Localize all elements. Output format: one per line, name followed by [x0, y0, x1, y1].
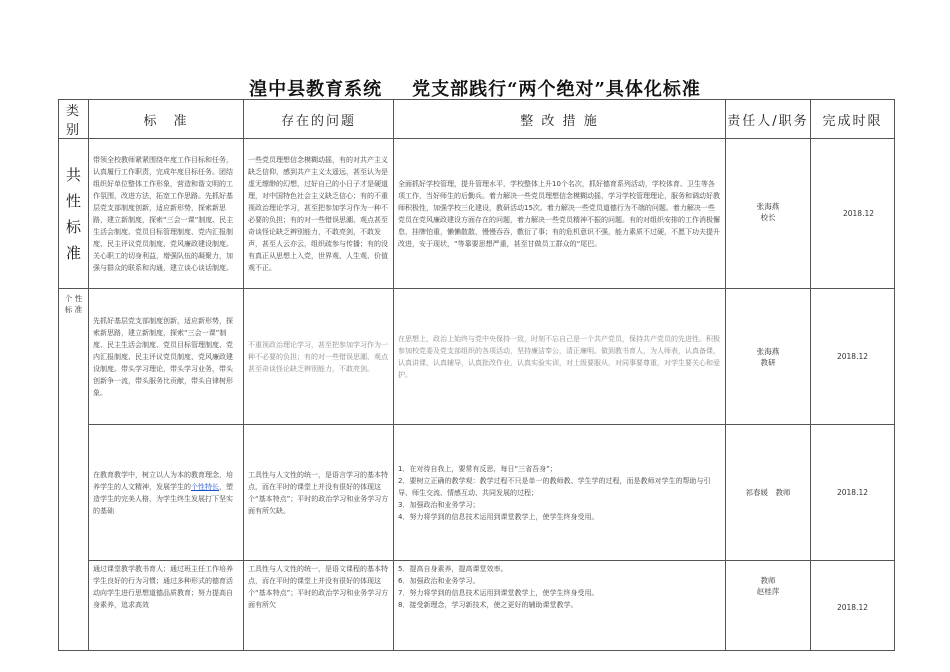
standards-table	[58, 99, 895, 651]
header-measures: 整 改 措 施	[394, 100, 726, 139]
standard-cell: 带领全校教师紧紧围绕年度工作目标和任务，认真履行工作职责，完成年度目标任务。团结组织好单位整体工作形象，营造和谐文明的工作氛围，改进方法，拓宽工作思路。先抓好基层党支部制度创新，适应新形势，探索新思路，建立新制度，探索“三会一课”制度、民主生活会制度、党员目标管理制度、党内汇报制度、民主评议党员制度、党风廉政建设制度。关心职工的切身利益，增强队伍的凝聚力，加强与群众的联系和沟通，建立谈心谈话制度。	[89, 139, 244, 289]
problem-cell: 不重视政治理论学习，甚至把参加学习作为一种不必要的负担；有的对一些错误思潮、观点甚至奇谈怪论缺乏辨别能力，不敢亮剑。	[244, 289, 394, 425]
table-row	[59, 561, 895, 651]
standard-cell: 通过课堂教学教书育人；通过班主任工作培养学生良好的行为习惯；通过多种形式的德育活动向学生进行思想道德品质教育；努力提高自身素养，追求高效	[89, 561, 244, 651]
header-row	[59, 100, 895, 139]
responsible-cell: 张海燕 教研	[726, 289, 811, 425]
problem-cell: 工具性与人文性的统一，是语文课程的基本特点，而在平时的课堂上并没有很好的体现这个“基本特点”；平时的政治学习和业务学习方面有所欠	[244, 561, 394, 651]
header-deadline: 完成时限	[811, 100, 895, 139]
header-category: 类别	[59, 100, 89, 139]
measures-cell: 全面抓好学校管理，提升管理水平，学校整体上升10个名次，抓好德育系列活动，学校体育、卫生等各项工作，当好师生的后勤兵。着力解决一些党员理想信念模糊动摇，学习学校管理理论，服务和调动好教师积极性，加强学校三化建设，教研活动15次。着力解决一些党员道德行为不端的问题。着力解决一些党员在党风廉政建设方面存在的问题，着力解决一些党员精神不振的问题。有的对组织安排的工作消极懈怠，挂牌怕重，懒懒散散，慢慢吞吞，敷衍了事；有的危机意识不强，能力素质不过硬，不愿下功夫提升改进，安于现状，“等靠要思想严重，甚至甘做员工群众的“尾巴。	[394, 139, 726, 289]
document-title	[0, 75, 950, 101]
responsible-cell: 祁春媛 教师	[726, 425, 811, 561]
title-part-2: 党支部践行“两个绝对”具体化标准	[412, 79, 701, 100]
problem-cell: 一些党员理想信念模糊动摇，有的对共产主义缺乏信仰，感到共产主义太遥远，甚至认为是虚无缥缈的幻想，过好自己的小日子才是硬道理，对中国特色社会主义缺乏信心；有的不重视政治理论学习，甚至把参加学习作为一种不必要的负担；有的对一些错误思潮、观点甚至奇谈怪论缺乏辨别能力，不敢亮剑，不敢发声，甚至人云亦云，组织疏参与传播；有的没有真正从思想上入党，世界观、人生观、价值观不正。	[244, 139, 394, 289]
standard-cell: 先抓好基层党支部制度创新，适应新形势，探索新思路，建立新制度，探索“三会一课”制度、民主生活会制度、党员目标管理制度、党内汇报制度、民主评议党员制度、党风廉政建设制度。带头学习理论，带头学习业务，带头创新争一流，带头服务比贡献，带头自律树形象。	[89, 289, 244, 425]
standard-cell: 在教育教学中，树立以人为本的教育理念，培养学生的人文精神，发展学生的个性特长，塑造学生的完美人格，为学生终生发展打下坚实的基础	[89, 425, 244, 561]
table-row	[59, 289, 895, 425]
responsible-cell: 张海燕 校长	[726, 139, 811, 289]
deadline-cell: 2018.12	[811, 289, 895, 425]
header-standard: 标 准	[89, 100, 244, 139]
title-part-1: 湟中县教育系统	[249, 79, 383, 100]
header-responsible: 责任人/职务	[726, 100, 811, 139]
category-common-standard: 共 性 标 准	[59, 139, 89, 289]
measures-cell: 5．提高自身素养，提高课堂效率。 6．加强政治和业务学习。 7．努力将学到的信息技术运用到课堂教学上，使学生终身受用。 8．接受新理念，学习新技术，使之更好的辅助课堂教学。	[394, 561, 726, 651]
table-row	[59, 425, 895, 561]
responsible-cell: 教师 赵桂萍	[726, 561, 811, 651]
measures-cell: 在思想上，政治上始终与党中央保持一致，时刻不忘自己是一个共产党员，保持共产党员的先进性。积极参加校党委及党支部组织的各项活动，坚持廉洁奉公，清正廉明。做到教书育人，为人师表，认真备课，认真讲课，认真辅导，认真批改作业，认真实验实训，对上级要服从，对同事要尊重，对学生要关心和爱护。	[394, 289, 726, 425]
problem-cell: 工具性与人文性的统一，是语言学习的基本特点，而在平时的课堂上并没有很好的体现这个“基本特点”；平时的政治学习和业务学习方面有所欠缺。	[244, 425, 394, 561]
category-individual-standard: 个 性 标 准	[59, 289, 89, 651]
table-row	[59, 139, 895, 289]
deadline-cell: 2018.12	[811, 139, 895, 289]
header-problem: 存在的问题	[244, 100, 394, 139]
deadline-cell: 2018.12	[811, 425, 895, 561]
deadline-cell: 2018.12	[811, 561, 895, 651]
measures-cell: 1．在对待自我上，要常有反思，每日“三省吾身”； 2．要树立正确的教学观：教学过程不只是单一的教师教、学生学的过程，而是教师对学生的帮助与引导、师生交流、情感互动、共同发展的过程； 3．加强政治和业务学习； 4．努力将学到的信息技术运用到课堂教学上，使学生终身受用。	[394, 425, 726, 561]
individual-talent-link[interactable]: 个性特长	[191, 482, 219, 491]
